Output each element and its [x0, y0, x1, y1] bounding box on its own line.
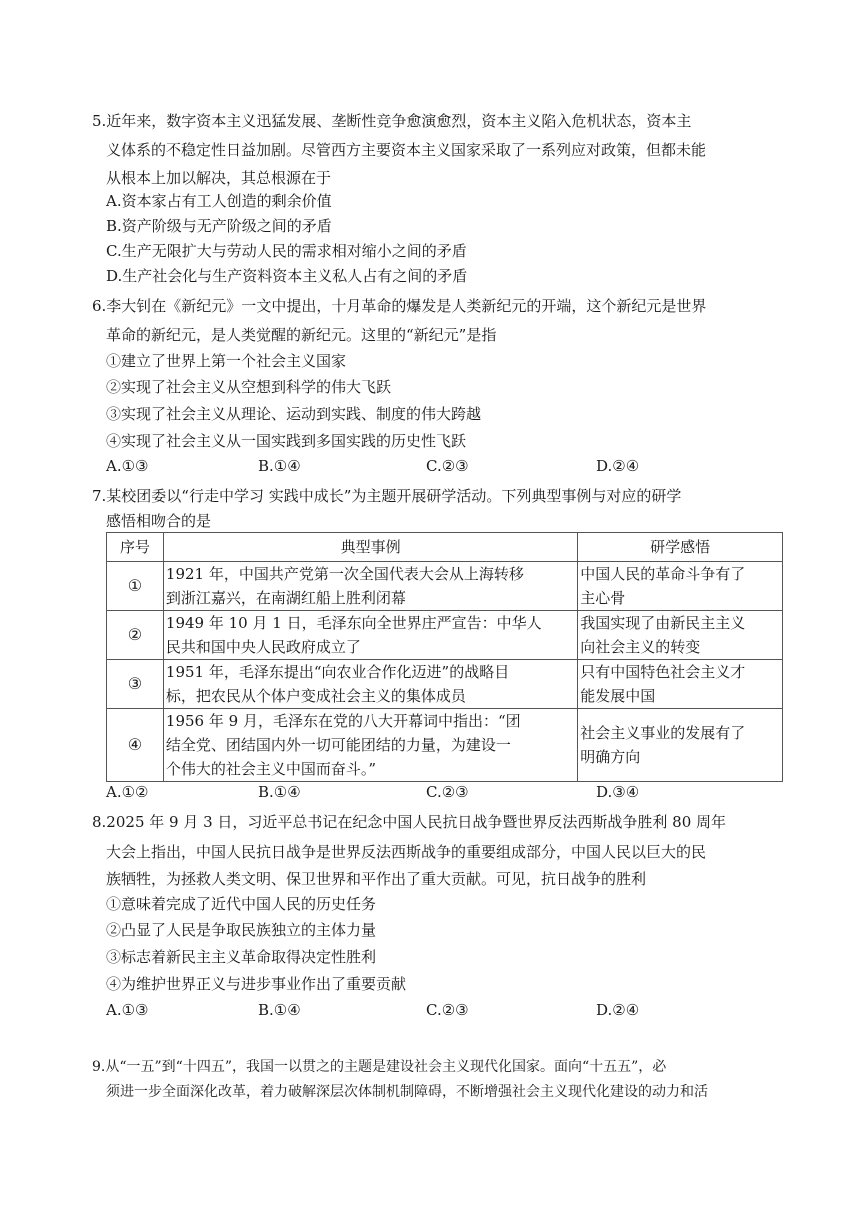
question-7-choice-c: C.②③: [426, 783, 469, 801]
question-8-item-1: ①意味着完成了近代中国人民的历史任务: [106, 895, 377, 913]
insight-line: 中国人民的革命斗争有了: [580, 565, 746, 583]
table-cell-number: ②: [107, 611, 164, 660]
table-cell-insight: [578, 709, 783, 782]
question-5-option-b: B.资产阶级与无产阶级之间的矛盾: [106, 217, 332, 235]
insight-line: 明确方向: [580, 748, 641, 766]
table-cell-event: [163, 562, 577, 611]
question-5-option-a: A.资本家占有工人创造的剩余价值: [106, 192, 332, 210]
table-header-row: [107, 533, 783, 562]
question-5-stem-line-3: 从根本上加以解决，其总根源在于: [106, 169, 332, 187]
question-5-stem-line-1: 5.近年来，数字资本主义迅猛发展、垄断性竞争愈演愈烈，资本主义陷入危机状态，资本主: [92, 112, 692, 130]
event-line: 1951 年，毛泽东提出“向农业合作化迈进”的战略目: [165, 663, 510, 681]
question-8-stem-line-1: 8.2025 年 9 月 3 日，习近平总书记在纪念中国人民抗日战争暨世界反法西斯战争胜利 80 周年: [92, 813, 727, 831]
table-cell-insight: [578, 562, 783, 611]
table-cell-number: ④: [107, 709, 164, 782]
question-8-item-2: ②凸显了人民是争取民族独立的主体力量: [106, 921, 377, 939]
question-9-stem-line-1: 9.从“一五”到“十四五”，我国一以贯之的主题是建设社会主义现代化国家。面向“十五五”，必: [92, 1059, 667, 1075]
table-row: [107, 660, 783, 709]
event-line: 个伟大的社会主义中国而奋斗。”: [165, 760, 377, 778]
event-line: 1956 年 9 月，毛泽东在党的八大开幕词中指出：“团: [165, 712, 521, 730]
insight-line: 向社会主义的转变: [580, 638, 701, 656]
question-8-stem-line-2: 大会上指出，中国人民抗日战争是世界反法西斯战争的重要组成部分，中国人民以巨大的民: [106, 843, 707, 861]
question-6-item-2: ②实现了社会主义从空想到科学的伟大飞跃: [106, 378, 392, 396]
table-row: [107, 709, 783, 782]
insight-line: 我国实现了由新民主主义: [580, 614, 746, 632]
event-line: 民共和国中央人民政府成立了: [165, 638, 361, 656]
table-cell-event: [163, 611, 577, 660]
question-9-stem-line-2: 须进一步全面深化改革，着力破解深层次体制机制障碍，不断增强社会主义现代化建设的动力和活: [106, 1084, 708, 1100]
question-7-choice-d: D.③④: [596, 783, 640, 801]
question-6-choice-b: B.①④: [258, 457, 301, 475]
question-8-item-3: ③标志着新民主主义革命取得决定性胜利: [106, 948, 377, 966]
table-cell-insight: [578, 611, 783, 660]
question-8-choice-c: C.②③: [426, 1001, 469, 1019]
event-line: 标，把农民从个体户变成社会主义的集体成员: [165, 687, 466, 705]
table-header-event: 典型事例: [163, 533, 577, 562]
question-7-stem-line-2: 感悟相吻合的是: [106, 512, 212, 530]
insight-line: 主心骨: [580, 589, 626, 607]
table-cell-event: [163, 709, 577, 782]
question-7-table: [106, 532, 783, 782]
table-cell-insight: [578, 660, 783, 709]
question-5-option-d: D.生产社会化与生产资料资本主义私人占有之间的矛盾: [106, 267, 468, 285]
table-row: [107, 611, 783, 660]
insight-line: 只有中国特色社会主义才: [580, 663, 746, 681]
question-6-stem-line-2: 革命的新纪元，是人类觉醒的新纪元。这里的“新纪元”是指: [106, 326, 497, 344]
question-6-item-1: ①建立了世界上第一个社会主义国家: [106, 352, 347, 370]
question-7-choice-b: B.①④: [258, 783, 301, 801]
event-line: 1949 年 10 月 1 日，毛泽东向全世界庄严宣告：中华人: [165, 614, 542, 632]
question-7-choice-a: A.①②: [106, 783, 149, 801]
question-8-choice-b: B.①④: [258, 1001, 301, 1019]
insight-line: 能发展中国: [580, 687, 656, 705]
event-line: 到浙江嘉兴，在南湖红船上胜利闭幕: [165, 589, 406, 607]
table-cell-number: ①: [107, 562, 164, 611]
event-line: 结全党、团结国内外一切可能团结的力量，为建设一: [165, 736, 511, 754]
question-6-choice-a: A.①③: [106, 457, 149, 475]
question-6-choice-d: D.②④: [596, 457, 640, 475]
question-8-choice-a: A.①③: [106, 1001, 149, 1019]
question-8-stem-line-3: 族牺牲，为拯救人类文明、保卫世界和平作出了重大贡献。可见，抗日战争的胜利: [106, 870, 647, 888]
question-8-item-4: ④为维护世界正义与进步事业作出了重要贡献: [106, 975, 407, 993]
table-row: [107, 562, 783, 611]
question-8-choice-d: D.②④: [596, 1001, 640, 1019]
insight-line: 社会主义事业的发展有了: [580, 724, 746, 742]
event-line: 1921 年，中国共产党第一次全国代表大会从上海转移: [165, 565, 524, 583]
table-header-insight: 研学感悟: [578, 533, 783, 562]
table-header-number: 序号: [107, 533, 164, 562]
question-6-item-3: ③实现了社会主义从理论、运动到实践、制度的伟大跨越: [106, 405, 482, 423]
question-5-option-c: C.生产无限扩大与劳动人民的需求相对缩小之间的矛盾: [106, 242, 467, 260]
table-cell-number: ③: [107, 660, 164, 709]
table-cell-event: [163, 660, 577, 709]
question-6-stem-line-1: 6.李大钊在《新纪元》一文中提出，十月革命的爆发是人类新纪元的开端，这个新纪元是世界: [92, 297, 707, 315]
question-6-choice-c: C.②③: [426, 457, 469, 475]
question-6-item-4: ④实现了社会主义从一国实践到多国实践的历史性飞跃: [106, 432, 467, 450]
question-5-stem-line-2: 义体系的不稳定性日益加剧。尽管西方主要资本主义国家采取了一系列应对政策，但都未能: [106, 141, 707, 159]
question-7-stem-line-1: 7.某校团委以“行走中学习 实践中成长”为主题开展研学活动。下列典型事例与对应的研学: [92, 487, 682, 505]
